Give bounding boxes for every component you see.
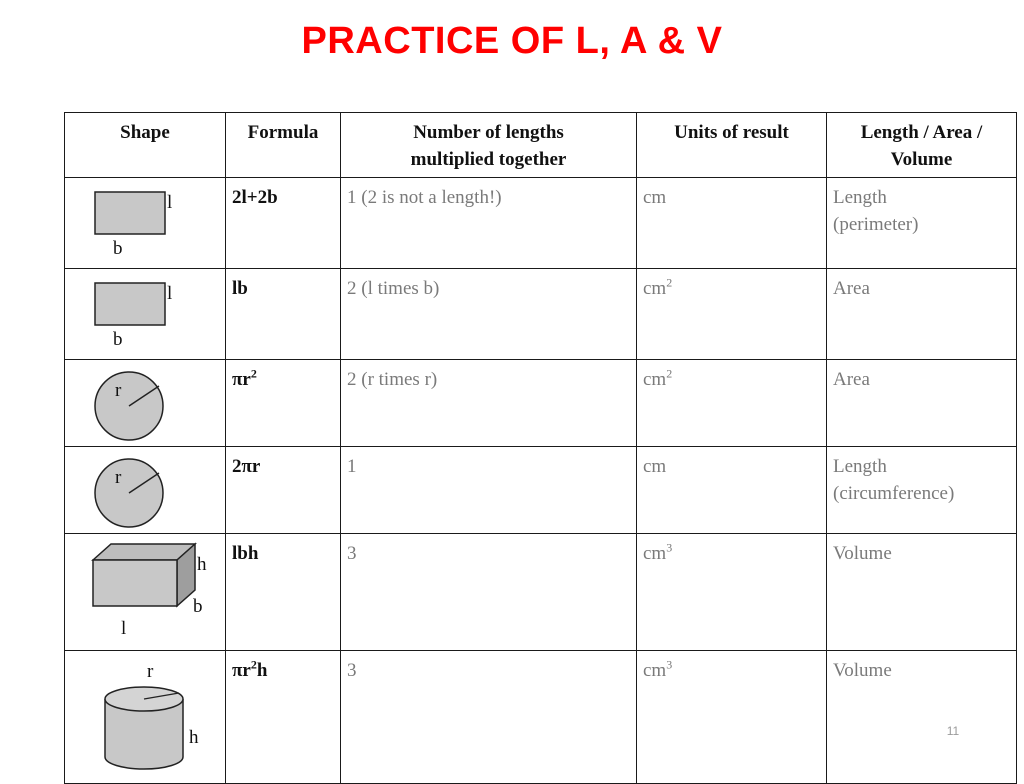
header-type bbox=[827, 113, 1017, 178]
type-cell bbox=[827, 269, 1017, 360]
cylinder-height-label: h bbox=[189, 727, 199, 748]
rectangle-icon bbox=[71, 184, 231, 264]
shape-cell bbox=[65, 534, 226, 651]
formula-text: 2l+2b bbox=[232, 187, 278, 208]
lengths-cell: 3 bbox=[341, 651, 637, 784]
header-type-line1: Length / Area / bbox=[860, 122, 983, 143]
type-cell bbox=[827, 534, 1017, 651]
formula-exponent: 2 bbox=[250, 657, 257, 672]
formula-text: πr bbox=[232, 369, 251, 390]
rect-side-label: l bbox=[167, 283, 173, 304]
units-cell bbox=[637, 269, 827, 360]
cuboid-height-label: h bbox=[197, 554, 207, 575]
cuboid-breadth-label: b bbox=[193, 596, 203, 617]
table-header-row bbox=[65, 113, 1017, 178]
cylinder-radius-label: r bbox=[147, 661, 154, 682]
circle-icon bbox=[71, 453, 231, 529]
rect-side-label: l bbox=[167, 192, 173, 213]
units-exponent: 2 bbox=[666, 366, 673, 381]
type-line1: Volume bbox=[833, 543, 892, 564]
cuboid-length-label: l bbox=[121, 618, 127, 639]
header-shape: Shape bbox=[65, 113, 226, 178]
circle-radius-label: r bbox=[115, 380, 122, 401]
units-cell bbox=[637, 360, 827, 447]
header-lengths-line2: multiplied together bbox=[410, 149, 567, 170]
formula-cell bbox=[226, 360, 341, 447]
lengths-cell: 2 (r times r) bbox=[341, 360, 637, 447]
shape-cell bbox=[65, 447, 226, 534]
type-cell bbox=[827, 360, 1017, 447]
shape-cell bbox=[65, 178, 226, 269]
formula-exponent: 2 bbox=[250, 366, 257, 381]
type-cell bbox=[827, 447, 1017, 534]
lengths-cell: 3 bbox=[341, 534, 637, 651]
formula-cell bbox=[226, 651, 341, 784]
lengths-cell: 1 bbox=[341, 447, 637, 534]
page-number: 11 bbox=[946, 724, 960, 738]
header-lengths-line1: Number of lengths bbox=[413, 122, 564, 143]
type-cell bbox=[827, 178, 1017, 269]
units-exponent: 3 bbox=[666, 657, 673, 672]
type-line1: Length bbox=[833, 187, 887, 208]
formula-text: lb bbox=[232, 278, 248, 299]
lengths-cell: 2 (l times b) bbox=[341, 269, 637, 360]
shape-cell bbox=[65, 269, 226, 360]
formula-cell bbox=[226, 269, 341, 360]
formula-text: lbh bbox=[232, 543, 259, 564]
units-cell bbox=[637, 651, 827, 784]
rectangle-icon bbox=[71, 275, 231, 355]
units-text: cm bbox=[643, 369, 667, 390]
header-type-line2: Volume bbox=[890, 149, 953, 170]
units-exponent: 3 bbox=[666, 540, 673, 555]
cuboid-icon bbox=[71, 540, 231, 646]
units-text: cm bbox=[643, 187, 667, 208]
header-units: Units of result bbox=[637, 113, 827, 178]
formula-cell bbox=[226, 447, 341, 534]
units-cell bbox=[637, 534, 827, 651]
units-text: cm bbox=[643, 543, 667, 564]
units-cell bbox=[637, 178, 827, 269]
units-text: cm bbox=[643, 660, 667, 681]
lengths-cell: 1 (2 is not a length!) bbox=[341, 178, 637, 269]
type-cell bbox=[827, 651, 1017, 784]
table-row bbox=[65, 651, 1017, 784]
formula-cell bbox=[226, 178, 341, 269]
type-line2: (circumference) bbox=[833, 483, 955, 504]
table-row bbox=[65, 534, 1017, 651]
shape-cell bbox=[65, 651, 226, 784]
units-text: cm bbox=[643, 456, 667, 477]
table-row bbox=[65, 269, 1017, 360]
table-row bbox=[65, 178, 1017, 269]
type-line1: Area bbox=[833, 278, 870, 299]
header-formula: Formula bbox=[226, 113, 341, 178]
formula-suffix: h bbox=[256, 660, 268, 681]
formula-text: πr bbox=[232, 660, 251, 681]
slide-title: PRACTICE OF L, A & V bbox=[301, 20, 723, 62]
rect-base-label: b bbox=[113, 329, 123, 350]
circle-icon bbox=[71, 366, 231, 442]
cylinder-icon bbox=[71, 657, 231, 779]
units-cell bbox=[637, 447, 827, 534]
formula-cell bbox=[226, 534, 341, 651]
type-line1: Area bbox=[833, 369, 870, 390]
circle-radius-label: r bbox=[115, 467, 122, 488]
table-row bbox=[65, 447, 1017, 534]
type-line2: (perimeter) bbox=[833, 214, 919, 235]
rect-base-label: b bbox=[113, 238, 123, 259]
type-line1: Length bbox=[833, 456, 887, 477]
lav-table bbox=[64, 112, 1017, 784]
formula-text: 2πr bbox=[232, 456, 261, 477]
shape-cell bbox=[65, 360, 226, 447]
units-exponent: 2 bbox=[666, 275, 673, 290]
type-line1: Volume bbox=[833, 660, 892, 681]
units-text: cm bbox=[643, 278, 667, 299]
table-row bbox=[65, 360, 1017, 447]
header-lengths bbox=[341, 113, 637, 178]
